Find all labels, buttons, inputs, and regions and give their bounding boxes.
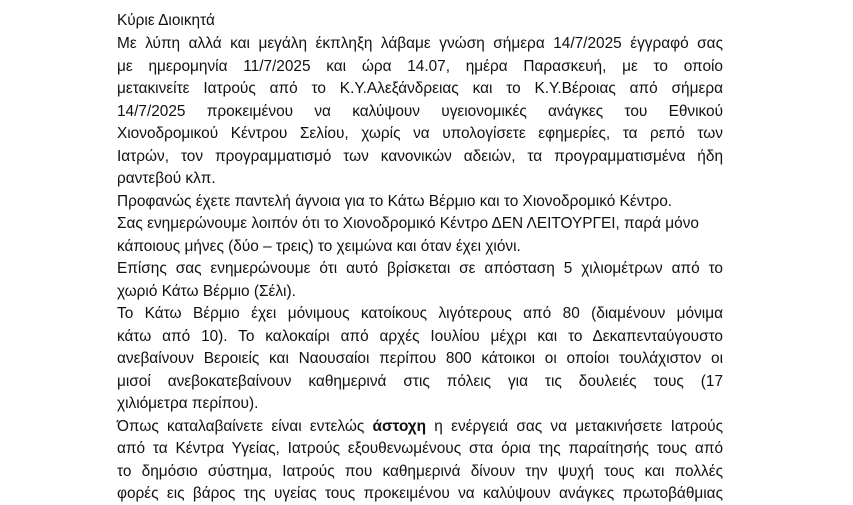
text-line: μισοί ανεβοκατεβαίνουν καθημερινά στις πόλεις για τις δουλειές τους (17 bbox=[117, 373, 723, 390]
text-line: Επίσης σας ενημερώνουμε ότι αυτό βρίσκεται σε απόσταση 5 χιλιομέτρων από το bbox=[117, 260, 723, 277]
text-line: 14/7/2025 προκειμένου να καλύψουν υγειονομικές ανάγκες του Εθνικού bbox=[117, 103, 723, 120]
text-line: κάτω από 10). Το καλοκαίρι από αρχές Ιουλίου μέχρι και το Δεκαπενταύγουστο bbox=[117, 328, 723, 345]
emphasized-word: άστοχη bbox=[372, 418, 427, 435]
text-line bbox=[117, 416, 723, 438]
text-line: από τα Κέντρα Υγείας, Ιατρούς εξουθενωμένους στα όρια της παραίτησής τους από bbox=[117, 440, 723, 457]
text-line: χιλιόμετρα περίπου). bbox=[117, 395, 259, 412]
text-line: Με λύπη αλλά και μεγάλη έκπληξη λάβαμε γνώση σήμερα 14/7/2025 έγγραφό σας bbox=[117, 35, 723, 52]
text-line: Το Κάτω Βέρμιο έχει μόνιμους κατοίκους λιγότερους από 80 (διαμένουν μόνιμα bbox=[117, 305, 723, 322]
text-line: με ημερομηνία 11/7/2025 και ώρα 14.07, ημέρα Παρασκευή, με το οποίο bbox=[117, 58, 723, 75]
text-line: μετακινείτε Ιατρούς από το Κ.Υ.Αλεξάνδρειας και το Κ.Υ.Βέροιας από σήμερα bbox=[117, 80, 723, 97]
text-line: Ιατρών, τον προγραμματισμό των κανονικών αδειών, τα προγραμματισμένα ήδη bbox=[117, 148, 723, 165]
text-line: ραντεβού κλπ. bbox=[117, 170, 216, 187]
text-segment: Όπως καταλαβαίνετε είναι εντελώς bbox=[117, 418, 373, 435]
text-line: Προφανώς έχετε παντελή άγνοια για το Κάτω Βέρμιο και το Χιονοδρομικό Κέντρο. bbox=[117, 193, 673, 210]
text-line: κάποιους μήνες (δύο – τρεις) το χειμώνα και όταν έχει χιόνι. bbox=[117, 238, 521, 255]
text-line: ανεβαίνουν Βεροιείς και Ναουσαίοι περίπου 800 κάτοικοι οι οποίοι τουλάχιστον οι bbox=[117, 350, 723, 367]
text-line: Σας ενημερώνουμε λοιπόν ότι το Χιονοδρομικό Κέντρο ΔΕΝ ΛΕΙΤΟΥΡΓΕΙ, παρά μόνο bbox=[117, 215, 699, 232]
text-segment: η ενέργειά σας να μετακινήσετε Ιατρούς bbox=[426, 418, 723, 435]
text-line: το δημόσιο σύστημα, Ιατρούς που καθημερινά δίνουν την ψυχή τους και πολλές bbox=[117, 463, 723, 480]
text-line: Χιονοδρομικού Κέντρου Σελίου, χωρίς να υπολογίσετε εφημερίες, τα ρεπό των bbox=[117, 125, 723, 142]
salutation: Κύριε Διοικητά bbox=[117, 12, 215, 29]
text-line: φορές εις βάρος της υγείας τους προκειμένου να καλύψουν ανάγκες πρωτοβάθμιας bbox=[117, 485, 723, 502]
text-line: χωριό Κάτω Βέρμιο (Σέλι). bbox=[117, 283, 296, 300]
